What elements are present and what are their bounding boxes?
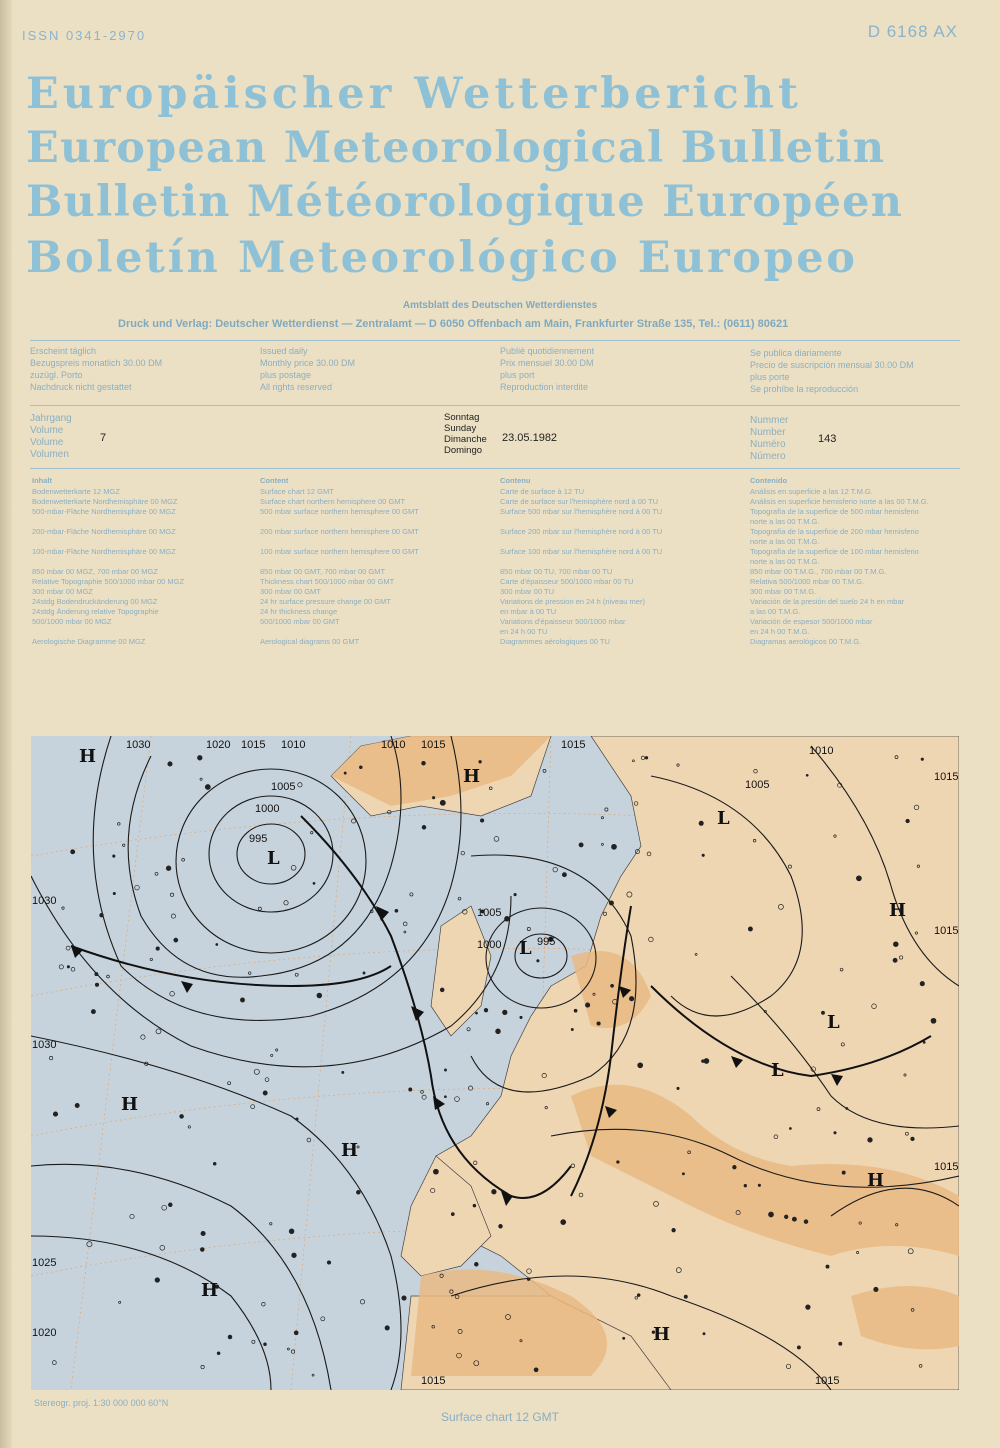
station-marker [91,1010,95,1014]
isobar-label: 1000 [477,939,502,951]
isobar-label: 1015 [241,739,266,751]
sub-es-line: Precio de suscripción mensual 30.00 DM [750,360,914,370]
station-marker [503,1010,508,1015]
station-marker [422,761,426,765]
station-marker [911,1137,915,1141]
contents-line: Aerologische Diagramme 00 MGZ [32,637,146,646]
contents-english [260,476,419,647]
contents-line: 850 mbar 00 MGZ, 700 mbar 00 MGZ [32,567,158,576]
contents-line: Carte d'épaisseur 500/1000 mbar 00 TU [500,577,634,586]
station-marker [67,966,69,968]
station-marker [479,761,482,764]
station-marker [733,1165,737,1169]
station-marker [168,762,172,766]
station-marker [440,800,445,805]
station-marker [769,1212,774,1217]
station-marker [433,1169,438,1174]
contents-line: 300 mbar 00 GMT [260,587,321,596]
station-marker [856,876,861,881]
contents-line: 100-mbar-Fläche Nordhemisphäre 00 MGZ [32,547,176,556]
high-center: H [201,1280,219,1301]
station-marker [637,1294,640,1297]
number-label: Numéro [750,439,786,450]
station-marker [699,821,703,825]
station-marker [703,1333,705,1335]
station-marker [95,983,98,986]
contents-line: 24 hr surface pressure change 00 GMT [260,597,391,606]
sub-es-line: plus porte [750,372,790,382]
isobar-label: 1030 [32,895,57,907]
contents-german [32,476,184,647]
contents-line [260,517,419,527]
contents-line: 24 hr thickness change [260,607,338,616]
contents-line: 300 mbar 00 MGZ [32,587,93,596]
station-marker [213,1162,216,1165]
station-marker [53,1112,57,1116]
station-marker [264,1343,267,1346]
contents-line: 300 mbar 00 T.M.G. [750,587,817,596]
day-label: Sonntag [444,412,480,423]
isobar-label: 1015 [421,1375,446,1387]
station-marker [217,1352,220,1355]
station-marker [342,1071,344,1073]
amtsblatt-line: Amtsblatt des Deutschen Wetterdienstes [402,300,598,311]
number-label: Número [750,451,786,462]
station-marker [95,973,98,976]
station-marker [155,1278,160,1283]
station-marker [327,1261,330,1264]
isobar-label: 1005 [745,779,770,791]
station-marker [804,1220,808,1224]
isobar-label: 1010 [281,739,306,751]
volume-label: Volume [30,437,64,448]
contents-line: Surface chart northern hemisphere 00 GMT [260,497,406,506]
contents-line [32,627,184,637]
station-marker [499,1224,503,1228]
station-marker [874,1287,878,1291]
station-marker [71,850,75,854]
isobar-label: 995 [249,833,268,845]
low-center: L [717,808,730,829]
contents-line: a las 00 T.M.G. [750,607,801,616]
station-marker [473,1204,476,1207]
station-marker [432,797,434,799]
contents-line: Análisis en superficie hemisferio norte a las 00 T.M.G. [750,497,929,506]
contents-line: Relativa 500/1000 mbar 00 T.M.G. [750,577,865,586]
station-marker [444,1069,446,1071]
station-marker [789,1128,791,1130]
station-marker [893,942,898,947]
sub-fr-line: Prix mensuel 30.00 DM [500,358,594,368]
isobar-label: 1015 [934,771,959,783]
issn-number: ISSN 0341-2970 [22,28,147,43]
contents-line: norte a las 00 T.M.G. [750,557,820,566]
isobar-label: 1015 [561,739,586,751]
contents-line: 24stdg Bodendruckänderung 00 MGZ [32,597,158,606]
station-marker [923,1041,925,1043]
sub-de-line: Bezugspreis monatlich 30.00 DM [30,358,163,368]
station-marker [263,1091,267,1095]
subscription-spanish [750,347,914,395]
station-marker [748,927,752,931]
station-marker [75,1103,79,1107]
station-marker [562,873,566,877]
isobar-label: 1030 [32,1039,57,1051]
contents-line: 100 mbar surface northern hemisphere 00 GMT [260,547,419,556]
station-marker [484,1008,488,1012]
contents-line: 850 mbar 00 TU, 700 mbar 00 TU [500,567,613,576]
station-marker [228,1335,232,1339]
isobar-label: 1000 [255,803,280,815]
station-marker [744,1184,747,1187]
contents-line: Surface 500 mbar sur l'hemisphère nord à 00 TU [500,507,663,516]
station-marker [317,993,322,998]
station-marker [492,1189,497,1194]
isobar-label: 1005 [271,781,296,793]
title-french: Bulletin Météorologique Européen [26,177,904,227]
station-marker [792,1217,796,1221]
contents-line: Topografía de la superficie de 100 mbar hemisferio [750,547,919,556]
contents-line: Variación de espesor 500/1000 mbar [750,617,873,626]
station-marker [359,766,362,769]
low-center: L [519,938,532,959]
contents-line: Variación de la presión del suelo 24 h en mbar [750,597,905,606]
station-marker [294,1331,298,1335]
number-label: Number [750,427,786,438]
binding-edge [0,0,12,1448]
title-english: European Meteorological Bulletin [26,123,886,173]
station-marker [174,938,178,942]
contents-heading: Contenido [750,476,788,485]
station-marker [289,1229,294,1234]
contents-french [500,476,662,647]
station-marker [166,866,171,871]
station-marker [313,882,315,884]
station-marker [156,947,159,950]
isobar-label: 1020 [206,739,231,751]
station-marker [574,1009,577,1012]
subscription-english [260,345,355,393]
divider [30,468,960,469]
station-marker [363,972,365,974]
station-marker [579,843,583,847]
sub-es-line: Se publica diariamente [750,348,842,358]
title-german: Europäischer Wetterbericht [26,69,802,119]
station-marker [702,854,704,856]
contents-line: Relative Topographie 500/1000 mbar 00 MGZ [32,577,185,586]
contents-spanish [750,476,929,647]
high-center: H [889,900,907,921]
station-marker [672,1228,676,1232]
contents-line: Variations de pression en 24 h (niveau mer) [500,597,645,606]
station-marker [440,988,444,992]
day-label: Domingo [444,445,483,456]
number-label: Nummer [750,415,789,426]
contents-line: Carte de surface sur l'hemisphère nord à 00 TU [500,497,659,506]
high-center: H [79,746,97,767]
number-labels [750,415,788,463]
volume-value: 7 [100,432,107,444]
isobar-label: 1015 [934,925,959,937]
station-marker [609,901,613,905]
contents-line [500,517,662,527]
contents-line: Variations d'épaisseur 500/1000 mbar [500,617,626,626]
contents-line: Bodenwetterkarte Nordhemisphäre 00 MGZ [32,497,178,506]
isobar-label: 995 [537,936,556,948]
station-marker [797,1346,800,1349]
station-marker [409,1088,412,1091]
volume-label: Volumen [30,449,69,460]
station-marker [806,774,808,776]
station-marker [476,1012,478,1014]
day-label: Sunday [444,423,477,434]
station-marker [527,1278,530,1281]
isobar-label: 1020 [32,1327,57,1339]
station-marker [839,1342,842,1345]
day-label: Dimanche [444,434,487,445]
station-marker [834,1132,836,1134]
contents-line: norte a las 00 T.M.G. [750,537,820,546]
station-marker [571,1028,573,1030]
isobar-label: 1005 [477,907,502,919]
publisher-line: Druck und Verlag: Deutscher Wetterdienst — Zentralamt — D 6050 Offenbach am Main, Frankfurter Straße 135, Tel.: (0611) 80621 [118,318,789,330]
station-marker [444,1096,446,1098]
low-center: L [267,848,280,869]
contents-line: 200 mbar surface northern hemisphere 00 GMT [260,527,419,536]
station-marker [561,1220,566,1225]
contents-line: Surface 100 mbar sur l'hemisphère nord à 00 TU [500,547,663,556]
station-marker [682,1173,684,1175]
station-marker [168,1203,172,1207]
subscription-german [30,345,162,393]
high-center: H [341,1140,359,1161]
isobar-label: 1010 [809,745,834,757]
divider [30,340,960,341]
contents-line [260,627,419,637]
sub-fr-line: Publié quotidiennement [500,346,595,356]
contents-line: 500/1000 mbar 00 GMT [260,617,340,626]
contents-line: en 24 h 00 TU [500,627,548,636]
contents-line: 200-mbar-Fläche Nordhemisphäre 00 MGZ [32,527,176,536]
high-center: H [653,1324,671,1345]
station-marker [597,1022,600,1025]
isobar-label: 1015 [421,739,446,751]
contents-line: norte a las 00 T.M.G. [750,517,820,526]
station-marker [356,1190,360,1194]
issue-number: 143 [818,433,837,445]
station-marker [216,944,218,946]
station-marker [198,756,203,761]
station-marker [821,1011,824,1014]
contents-line: Surface chart 12 GMT [260,487,334,496]
contents-line: Carte de surface à 12 TU [500,487,585,496]
contents-line: en 24 h 00 T.M.G. [750,627,810,636]
station-marker [842,1171,845,1174]
station-marker [623,1337,625,1339]
station-marker [534,1368,538,1372]
station-marker [201,1231,205,1235]
station-marker [385,1326,389,1330]
station-marker [514,893,516,895]
station-marker [906,819,910,823]
station-marker [826,1265,829,1268]
station-marker [395,909,398,912]
station-marker [505,916,510,921]
station-marker [868,1138,873,1143]
station-marker [402,1296,406,1300]
sub-de-line: zuzügl. Porto [30,370,83,380]
station-marker [758,1184,760,1186]
station-marker [100,913,104,917]
sub-de-line: Erscheint täglich [30,346,97,356]
station-marker [629,997,633,1001]
contents-line: 500-mbar-Fläche Nordhemisphäre 00 MGZ [32,507,176,516]
contents-line: 24stdg Änderung relative Topographie [32,607,159,616]
station-marker [422,825,426,829]
contents-line: Thickness chart 500/1000 mbar 00 GMT [260,577,395,586]
contents-line [260,537,419,547]
divider [30,405,960,406]
station-marker [180,1115,184,1119]
station-marker [704,1059,709,1064]
station-marker [893,958,897,962]
contents-line: Análisis en superficie a las 12 T.M.G. [750,487,873,496]
title-spanish: Boletín Meteorológico Europeo [26,233,858,283]
contents-line [32,537,184,547]
contents-line [32,557,184,567]
station-marker [920,982,924,986]
contents-line [500,537,662,547]
station-marker [677,1087,679,1089]
issue-date: 23.05.1982 [502,432,558,444]
contents-line: 850 mbar 00 T.M.G., 700 mbar 00 T.M.G. [750,567,887,576]
volume-label: Volume [30,425,64,436]
contents-heading: Content [260,476,289,485]
station-marker [921,758,923,760]
weather-map-svg [31,736,959,1390]
contents-line [500,557,662,567]
isobar-label: 1030 [126,739,151,751]
station-marker [474,1262,478,1266]
station-marker [480,819,483,822]
contents-line: Surface 200 mbar sur l'hemisphère nord à 00 TU [500,527,663,536]
station-marker [611,984,614,987]
station-marker [784,1215,788,1219]
contents-line: en mbar à 00 TU [500,607,557,616]
contents-line: Bodenwetterkarte 12 MGZ [32,487,120,496]
projection-note: Stereogr. proj. 1:30 000 000 60°N [34,1398,169,1408]
sub-en-line: plus postage [260,370,312,380]
station-marker [520,1016,522,1018]
contents-line: 500/1000 mbar 00 MGZ [32,617,112,626]
contents-line: 850 mbar 00 GMT, 700 mbar 00 GMT [260,567,386,576]
station-marker [806,1305,811,1310]
contents-line: Aerological diagrams 00 GMT [260,637,360,646]
surface-weather-map [31,736,959,1390]
contents-heading: Contenu [500,476,531,485]
low-center: L [827,1012,840,1033]
isobar-label: 1025 [32,1257,57,1269]
station-marker [240,998,244,1002]
station-marker [113,892,115,894]
station-marker [638,1063,643,1068]
isobar-label: 1015 [934,1161,959,1173]
contents-line [32,517,184,527]
sub-en-line: Issued daily [260,346,308,356]
station-marker [296,1118,298,1120]
volume-labels [30,413,72,461]
station-marker [645,757,648,760]
postal-code: D 6168 AX [867,22,958,41]
contents-line [260,557,419,567]
contents-line: Topografía de la superficie de 500 mbar hemisferio [750,507,919,516]
station-marker [205,785,210,790]
station-marker [537,960,539,962]
high-center: H [867,1170,885,1191]
contents-line: 300 mbar 00 TU [500,587,555,596]
contents-heading: Inhalt [32,476,52,485]
sub-en-line: All rights reserved [260,382,333,392]
sub-en-line: Monthly price 30.00 DM [260,358,356,368]
station-marker [344,772,346,774]
station-marker [617,1161,620,1164]
day-labels [444,412,487,456]
sub-es-line: Se prohíbe la reproducción [750,384,859,394]
isobar-label: 1015 [815,1375,840,1387]
sub-fr-line: plus port [500,370,535,380]
station-marker [200,1248,204,1252]
high-center: H [121,1094,139,1115]
high-center: H [463,766,481,787]
station-marker [931,1018,936,1023]
sub-fr-line: Reproduction interdite [500,382,589,392]
subscription-french [500,345,594,393]
contents-line: Diagrammes aérologiques 00 TU [500,637,610,646]
isobar-label: 1010 [381,739,406,751]
sub-de-line: Nachdruck nicht gestattet [30,382,132,392]
low-center: L [771,1060,784,1081]
station-marker [585,1003,589,1007]
station-marker [496,1029,501,1034]
contents-line: Diagramas aerológicos 00 T.M.G. [750,637,862,646]
map-caption: Surface chart 12 GMT [440,1410,560,1424]
contents-line: Topografía de la superficie de 200 mbar hemisferio [750,527,919,536]
contents-line: 500 mbar surface northern hemisphere 00 GMT [260,507,419,516]
station-marker [684,1295,687,1298]
station-marker [292,1253,297,1258]
station-marker [113,855,115,857]
station-marker [451,1213,454,1216]
volume-label: Jahrgang [30,413,72,424]
station-marker [612,844,617,849]
